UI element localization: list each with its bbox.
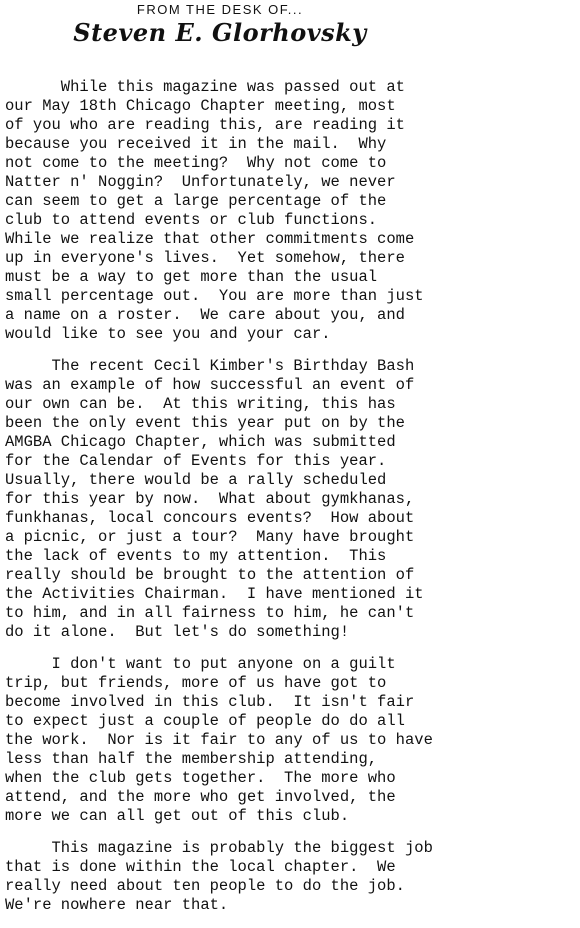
text-line: was an example of how successful an event of [5,376,415,394]
text-line: that is done within the local chapter. We [5,858,396,876]
text-line: less than half the membership attending, [5,750,378,768]
text-line: up in everyone's lives. Yet somehow, there [5,249,405,267]
text-line: not come to the meeting? Why not come to [5,154,387,172]
text-line: our May 18th Chicago Chapter meeting, most [5,97,396,115]
text-line: the Activities Chairman. I have mentioned it [5,585,424,603]
letter-header [0,2,440,46]
text-line: attend, and the more who get involved, the [5,788,396,806]
text-line: AMGBA Chicago Chapter, which was submitted [5,433,396,451]
text-line: I don't want to put anyone on a guilt [5,655,396,673]
text-line: Usually, there would be a rally scheduled [5,471,387,489]
text-line: trip, but friends, more of us have got to [5,674,387,692]
text-line: The recent Cecil Kimber's Birthday Bash [5,357,415,375]
author-name: Steven E. Glorhovsky [73,18,367,47]
text-line: do it alone. But let's do something! [5,623,350,641]
header-label: FROM THE DESK OF... [136,2,304,17]
text-line: been the only event this year put on by the [5,414,405,432]
text-line: because you received it in the mail. Why [5,135,387,153]
paragraph [5,655,570,826]
letter-body [5,78,570,928]
text-line: This magazine is probably the biggest job [5,839,433,857]
text-line: While this magazine was passed out at [5,78,405,96]
text-line: more we can all get out of this club. [5,807,350,825]
text-line: for the Calendar of Events for this year. [5,452,387,470]
text-line: We're nowhere near that. [5,896,229,914]
text-line: the lack of events to my attention. This [5,547,387,565]
text-line: funkhanas, local concours events? How about [5,509,415,527]
text-line: must be a way to get more than the usual [5,268,378,286]
text-line: of you who are reading this, are reading it [5,116,405,134]
text-line: really should be brought to the attention of [5,566,415,584]
paragraph [5,78,570,344]
paragraph [5,357,570,642]
paragraph [5,839,570,915]
text-line: really need about ten people to do the job. [5,877,405,895]
text-line: become involved in this club. It isn't fair [5,693,415,711]
text-line: to him, and in all fairness to him, he can't [5,604,415,622]
text-line: a picnic, or just a tour? Many have brought [5,528,415,546]
text-line: when the club gets together. The more who [5,769,396,787]
text-line: small percentage out. You are more than just [5,287,424,305]
text-line: a name on a roster. We care about you, and [5,306,405,324]
text-line: While we realize that other commitments come [5,230,415,248]
text-line: the work. Nor is it fair to any of us to have [5,731,433,749]
text-line: our own can be. At this writing, this has [5,395,396,413]
text-line: for this year by now. What about gymkhanas, [5,490,415,508]
text-line: club to attend events or club functions. [5,211,378,229]
text-line: would like to see you and your car. [5,325,331,343]
text-line: to expect just a couple of people do do all [5,712,405,730]
text-line: Natter n' Noggin? Unfortunately, we never [5,173,396,191]
text-line: can seem to get a large percentage of the [5,192,387,210]
